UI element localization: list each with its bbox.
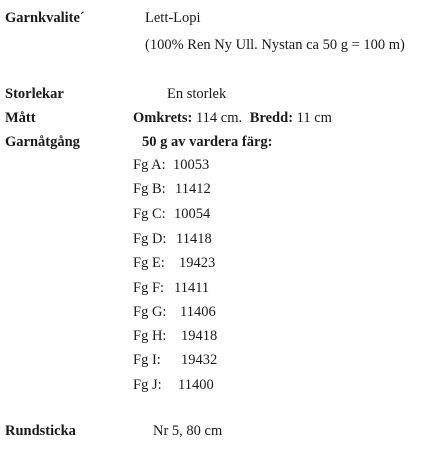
color-row: [133, 181, 211, 198]
yarn-quality-label: Garnkvalite´: [5, 10, 85, 26]
circumference-value: 114 cm.: [195, 110, 243, 126]
color-row: [133, 352, 218, 369]
color-name: Fg J:: [133, 377, 162, 393]
color-number: 11400: [178, 377, 214, 393]
color-name: Fg A:: [133, 157, 166, 173]
color-row: [133, 206, 211, 223]
color-number: 10054: [174, 206, 211, 222]
width-value: 11 cm: [296, 110, 332, 126]
yarn-quality-detail: (100% Ren Ny Ull. Nystan ca 50 g = 100 m): [145, 37, 405, 53]
color-name: Fg C:: [133, 206, 166, 222]
color-name: Fg H:: [133, 328, 167, 344]
color-name: Fg E:: [133, 255, 165, 271]
sizes-label: Storlekar: [5, 86, 64, 102]
yarn-amount-heading: 50 g av vardera färg:: [142, 134, 273, 150]
color-number: 11418: [176, 231, 212, 247]
color-row: [133, 231, 212, 248]
color-number: 19418: [181, 328, 218, 344]
circular-needle-label: Rundsticka: [5, 423, 76, 439]
color-name: Fg B:: [133, 181, 166, 197]
color-row: [133, 377, 214, 394]
color-number: 19423: [179, 255, 216, 271]
width-label: Bredd:: [249, 110, 294, 126]
color-name: Fg D:: [133, 231, 167, 247]
color-name: Fg G:: [133, 304, 167, 320]
circumference-label: Omkrets:: [133, 110, 193, 126]
color-number: 10053: [173, 157, 210, 173]
color-row: [133, 304, 216, 321]
sizes-value: En storlek: [167, 86, 227, 102]
color-row: [133, 328, 218, 345]
color-name: Fg I:: [133, 352, 161, 368]
color-name: Fg F:: [133, 280, 165, 296]
yarn-amount-label: Garnåtgång: [5, 134, 80, 150]
color-number: 11411: [174, 280, 210, 296]
color-row: [133, 157, 210, 174]
measurements-label: Mått: [5, 110, 36, 126]
color-number: 11412: [175, 181, 211, 197]
color-row: [133, 280, 210, 297]
color-row: [133, 255, 216, 272]
yarn-quality-value: Lett-Lopi: [145, 10, 201, 26]
circular-needle-value: Nr 5, 80 cm: [153, 423, 223, 439]
measurements-value: [133, 110, 332, 127]
color-number: 19432: [181, 352, 218, 368]
color-number: 11406: [180, 304, 216, 320]
